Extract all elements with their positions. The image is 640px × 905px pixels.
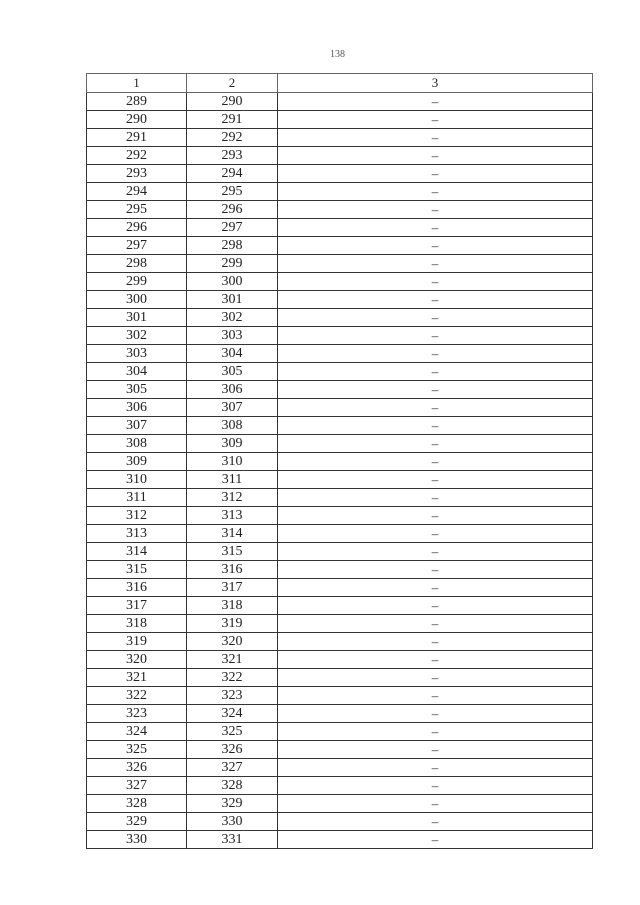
table-row (87, 615, 593, 633)
table-cell-col-1: 320 (87, 651, 187, 669)
table-cell-col-2: 323 (187, 687, 278, 705)
table-cell-col-1: 303 (87, 345, 187, 363)
table-cell-col-3: – (278, 273, 593, 291)
table-cell-col-1: 323 (87, 705, 187, 723)
table-cell-col-2: 319 (187, 615, 278, 633)
table-cell-col-2: 290 (187, 93, 278, 111)
table-cell-col-3: – (278, 759, 593, 777)
table-cell-col-1: 318 (87, 615, 187, 633)
table-cell-col-1: 325 (87, 741, 187, 759)
table-row (87, 507, 593, 525)
table-cell-col-2: 326 (187, 741, 278, 759)
table-cell-col-2: 327 (187, 759, 278, 777)
table-cell-col-3: – (278, 741, 593, 759)
table-cell-col-3: – (278, 255, 593, 273)
table-cell-col-1: 299 (87, 273, 187, 291)
table-cell-col-2: 322 (187, 669, 278, 687)
table-cell-col-3: – (278, 687, 593, 705)
table-cell-col-2: 321 (187, 651, 278, 669)
table-cell-col-1: 294 (87, 183, 187, 201)
table-cell-col-3: – (278, 633, 593, 651)
table-cell-col-3: – (278, 201, 593, 219)
table-cell-col-1: 309 (87, 453, 187, 471)
table-cell-col-2: 325 (187, 723, 278, 741)
table-cell-col-2: 328 (187, 777, 278, 795)
table-cell-col-1: 314 (87, 543, 187, 561)
table-row (87, 777, 593, 795)
table-row (87, 201, 593, 219)
table-cell-col-1: 295 (87, 201, 187, 219)
table-row (87, 93, 593, 111)
table-cell-col-3: – (278, 813, 593, 831)
table-cell-col-3: – (278, 489, 593, 507)
table-row (87, 597, 593, 615)
table-row (87, 291, 593, 309)
table-row (87, 183, 593, 201)
table-cell-col-3: – (278, 831, 593, 849)
table-cell-col-1: 315 (87, 561, 187, 579)
table-cell-col-1: 305 (87, 381, 187, 399)
table-cell-col-2: 297 (187, 219, 278, 237)
table-row (87, 669, 593, 687)
table-cell-col-1: 311 (87, 489, 187, 507)
table-cell-col-3: – (278, 435, 593, 453)
table-row (87, 165, 593, 183)
table-cell-col-2: 295 (187, 183, 278, 201)
table-row (87, 741, 593, 759)
table-cell-col-2: 313 (187, 507, 278, 525)
table-cell-col-3: – (278, 651, 593, 669)
table-cell-col-2: 331 (187, 831, 278, 849)
table-row (87, 363, 593, 381)
table-row (87, 579, 593, 597)
table-cell-col-1: 301 (87, 309, 187, 327)
column-header-3: 3 (278, 74, 593, 93)
table-cell-col-3: – (278, 543, 593, 561)
table-cell-col-1: 306 (87, 399, 187, 417)
table-cell-col-3: – (278, 129, 593, 147)
table-cell-col-1: 297 (87, 237, 187, 255)
table-cell-col-3: – (278, 615, 593, 633)
table-cell-col-1: 304 (87, 363, 187, 381)
table-cell-col-2: 305 (187, 363, 278, 381)
table-row (87, 453, 593, 471)
table-cell-col-3: – (278, 795, 593, 813)
table-cell-col-1: 300 (87, 291, 187, 309)
table-cell-col-3: – (278, 381, 593, 399)
table-cell-col-2: 315 (187, 543, 278, 561)
table-cell-col-2: 308 (187, 417, 278, 435)
table-cell-col-2: 298 (187, 237, 278, 255)
table-row (87, 273, 593, 291)
table-cell-col-2: 301 (187, 291, 278, 309)
table-cell-col-3: – (278, 291, 593, 309)
table-cell-col-2: 329 (187, 795, 278, 813)
table-cell-col-1: 328 (87, 795, 187, 813)
table-cell-col-1: 292 (87, 147, 187, 165)
table-cell-col-1: 319 (87, 633, 187, 651)
table-cell-col-1: 312 (87, 507, 187, 525)
table-cell-col-3: – (278, 219, 593, 237)
table-row (87, 219, 593, 237)
table-cell-col-1: 327 (87, 777, 187, 795)
table-cell-col-3: – (278, 471, 593, 489)
table-cell-col-2: 314 (187, 525, 278, 543)
table-cell-col-3: – (278, 705, 593, 723)
table-cell-col-2: 318 (187, 597, 278, 615)
table-cell-col-2: 302 (187, 309, 278, 327)
table-cell-col-3: – (278, 561, 593, 579)
table-row (87, 237, 593, 255)
table-row (87, 633, 593, 651)
table-row (87, 687, 593, 705)
table-cell-col-3: – (278, 363, 593, 381)
table-cell-col-1: 296 (87, 219, 187, 237)
table-cell-col-1: 290 (87, 111, 187, 129)
table-cell-col-2: 303 (187, 327, 278, 345)
table-row (87, 129, 593, 147)
table-cell-col-1: 317 (87, 597, 187, 615)
table-cell-col-2: 324 (187, 705, 278, 723)
table-cell-col-1: 324 (87, 723, 187, 741)
table-header-row (87, 74, 593, 93)
table-cell-col-3: – (278, 399, 593, 417)
table-cell-col-2: 316 (187, 561, 278, 579)
table-cell-col-2: 306 (187, 381, 278, 399)
table-cell-col-2: 292 (187, 129, 278, 147)
table-cell-col-3: – (278, 183, 593, 201)
table-cell-col-2: 296 (187, 201, 278, 219)
table-cell-col-3: – (278, 165, 593, 183)
table-row (87, 147, 593, 165)
table-cell-col-2: 299 (187, 255, 278, 273)
table-row (87, 327, 593, 345)
table-cell-col-1: 308 (87, 435, 187, 453)
table-cell-col-1: 307 (87, 417, 187, 435)
table-cell-col-3: – (278, 525, 593, 543)
table-cell-col-3: – (278, 93, 593, 111)
table-cell-col-2: 310 (187, 453, 278, 471)
table-cell-col-1: 291 (87, 129, 187, 147)
table-cell-col-1: 322 (87, 687, 187, 705)
table-row (87, 435, 593, 453)
table-row (87, 705, 593, 723)
column-header-1: 1 (87, 74, 187, 93)
table-cell-col-1: 313 (87, 525, 187, 543)
table-row (87, 651, 593, 669)
table-cell-col-2: 291 (187, 111, 278, 129)
table-row (87, 471, 593, 489)
table-cell-col-2: 311 (187, 471, 278, 489)
table-cell-col-1: 293 (87, 165, 187, 183)
table-row (87, 417, 593, 435)
table-cell-col-1: 321 (87, 669, 187, 687)
table-row (87, 489, 593, 507)
table-cell-col-3: – (278, 237, 593, 255)
table-cell-col-1: 302 (87, 327, 187, 345)
table-cell-col-2: 317 (187, 579, 278, 597)
table-cell-col-2: 304 (187, 345, 278, 363)
table-cell-col-1: 310 (87, 471, 187, 489)
table-row (87, 399, 593, 417)
table-row (87, 561, 593, 579)
table-row (87, 795, 593, 813)
table-row (87, 381, 593, 399)
table-cell-col-2: 300 (187, 273, 278, 291)
table-row (87, 543, 593, 561)
table-cell-col-1: 329 (87, 813, 187, 831)
table-row (87, 255, 593, 273)
table-cell-col-3: – (278, 417, 593, 435)
table-cell-col-3: – (278, 669, 593, 687)
table-row (87, 525, 593, 543)
table-row (87, 345, 593, 363)
table-cell-col-2: 312 (187, 489, 278, 507)
data-table (86, 73, 593, 849)
table-row (87, 309, 593, 327)
table-cell-col-3: – (278, 345, 593, 363)
table-cell-col-1: 326 (87, 759, 187, 777)
table-cell-col-2: 294 (187, 165, 278, 183)
table-cell-col-3: – (278, 147, 593, 165)
table-cell-col-3: – (278, 723, 593, 741)
table-cell-col-3: – (278, 309, 593, 327)
table-cell-col-2: 330 (187, 813, 278, 831)
table-cell-col-3: – (278, 597, 593, 615)
table-cell-col-2: 309 (187, 435, 278, 453)
table-row (87, 831, 593, 849)
table-cell-col-2: 293 (187, 147, 278, 165)
table-cell-col-1: 330 (87, 831, 187, 849)
column-header-2: 2 (187, 74, 278, 93)
table-cell-col-3: – (278, 111, 593, 129)
table-cell-col-3: – (278, 507, 593, 525)
page-number: 138 (330, 49, 345, 60)
table-cell-col-3: – (278, 579, 593, 597)
table-row (87, 111, 593, 129)
table-row (87, 759, 593, 777)
table-cell-col-3: – (278, 777, 593, 795)
table-cell-col-2: 320 (187, 633, 278, 651)
table-body (87, 93, 593, 849)
table-cell-col-1: 289 (87, 93, 187, 111)
table-cell-col-1: 316 (87, 579, 187, 597)
table-cell-col-3: – (278, 327, 593, 345)
table-cell-col-3: – (278, 453, 593, 471)
table-cell-col-1: 298 (87, 255, 187, 273)
table-row (87, 813, 593, 831)
table-row (87, 723, 593, 741)
table-cell-col-2: 307 (187, 399, 278, 417)
